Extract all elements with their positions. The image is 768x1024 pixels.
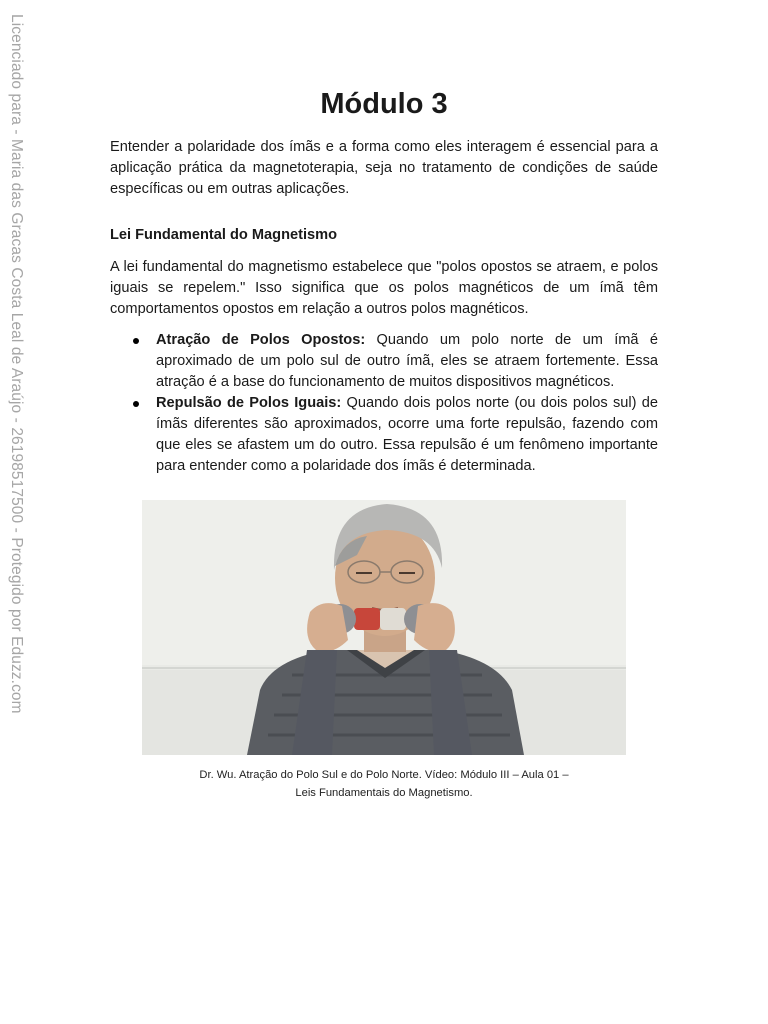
caption-line-2: Leis Fundamentais do Magnetismo. — [295, 787, 473, 799]
bullet-icon — [133, 401, 139, 407]
bullet-text: Quando um polo norte de um ímã é aproximado de um polo sul de outro ímã, eles se atraem fortemente. Essa atração é a base do funcionamento de muitos dispositivos magnéticos. — [156, 332, 658, 390]
bullet-list — [110, 330, 658, 477]
caption-line-1: Dr. Wu. Atração do Polo Sul e do Polo Norte. Vídeo: Módulo III – Aula 01 – — [199, 769, 569, 781]
photo-illustration — [142, 500, 626, 755]
list-item — [110, 393, 658, 477]
figure-caption — [150, 766, 618, 802]
list-item — [110, 330, 658, 393]
bullet-icon — [133, 338, 139, 344]
bullet-term: Repulsão de Polos Iguais: — [156, 395, 342, 411]
section-heading: Lei Fundamental do Magnetismo — [110, 227, 338, 243]
intro-paragraph: Entender a polaridade dos ímãs e a forma como eles interagem é essencial para a aplicação prática da magnetoterapia, seja no tratamento de condições de saúde específicas ou em outras aplicações. — [110, 139, 658, 197]
bullet-text: Quando dois polos norte (ou dois polos sul) de ímãs diferentes são aproximados, ocorre uma forte repulsão, fazendo com que eles se afastem um do outro. Essa repulsão é um fenômeno importante para entender como a polaridade dos ímãs é determinada. — [156, 395, 658, 474]
page-title: Módulo 3 — [320, 88, 448, 120]
law-paragraph: A lei fundamental do magnetismo estabelece que "polos opostos se atraem, e polos iguais se repelem." Isso significa que os polos magnéticos de um ímã têm comportamentos opostos em relação a outros polos magnéticos. — [110, 259, 658, 317]
bullet-term: Atração de Polos Opostos: — [156, 332, 366, 348]
license-watermark: Licenciado para - Maria das Gracas Costa Leal de Araújo - 26198517500 - Protegido por Eduzz.com — [8, 14, 25, 714]
lecture-photo — [142, 500, 626, 755]
